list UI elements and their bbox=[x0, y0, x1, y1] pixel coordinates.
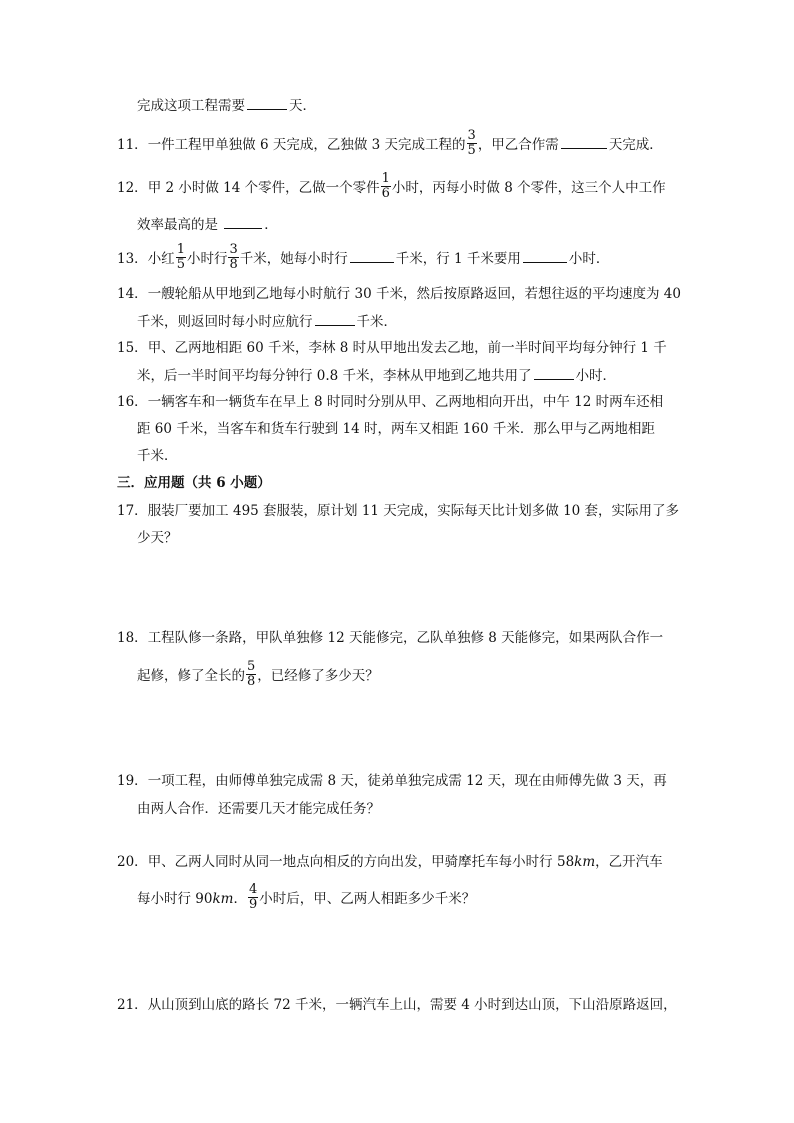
fraction-numerator: 5 bbox=[247, 659, 256, 674]
question-number: 21． bbox=[117, 997, 148, 1013]
question-text: 小时． bbox=[575, 368, 617, 384]
fraction-5-8 bbox=[246, 660, 256, 689]
question-text: 效率最高的是 bbox=[137, 217, 218, 233]
question-text: 少天？ bbox=[137, 530, 178, 546]
question-text: 小红 bbox=[147, 251, 175, 267]
question-number: 13． bbox=[117, 251, 148, 267]
question-11 bbox=[117, 128, 663, 160]
fraction-denominator: 8 bbox=[229, 257, 238, 272]
question-19 bbox=[117, 771, 667, 791]
question-text: ，已经修了多少天？ bbox=[257, 668, 379, 684]
question-number: 20． bbox=[117, 854, 148, 870]
question-13 bbox=[117, 242, 610, 274]
question-text: 一项工程，由师傅单独完成需 8 天，徒弟单独完成需 12 天，现在由师傅先做 3 天，再 bbox=[147, 773, 667, 789]
question-text: 每小时行 90 bbox=[137, 891, 213, 907]
q10-text: 完成这项工程需要 bbox=[137, 98, 245, 114]
fraction-1-5 bbox=[176, 243, 186, 272]
question-text: 由两人合作．还需要几天才能完成任务？ bbox=[137, 801, 380, 817]
q15-answer-blank[interactable] bbox=[534, 365, 574, 380]
q12-answer-blank[interactable] bbox=[224, 214, 262, 229]
question-number: 19． bbox=[117, 773, 148, 789]
question-text: 小时后，甲、乙两人相距多少千米？ bbox=[259, 891, 476, 907]
q10-answer-blank[interactable] bbox=[247, 95, 287, 110]
question-text: 一艘轮船从甲地到乙地每小时航行 30 千米，然后按原路返回，若想往返的平均速度为 40 bbox=[147, 286, 681, 302]
question-text: 天完成． bbox=[608, 137, 663, 153]
question-14 bbox=[117, 284, 681, 304]
fraction-denominator: 5 bbox=[176, 257, 185, 272]
question-text: 甲 2 小时做 14 个零件，乙做一个零件 bbox=[147, 180, 380, 196]
question-text: 千米，行 1 千米要用 bbox=[395, 251, 521, 267]
question-text: 小时，丙每小时做 8 个零件，这三个人中工作 bbox=[391, 180, 666, 196]
question-text: 小时行 bbox=[186, 251, 228, 267]
question-text: 千米，则返回时每小时应航行 bbox=[137, 314, 313, 330]
question-text: 千米． bbox=[137, 448, 178, 464]
question-number: 18． bbox=[117, 630, 148, 646]
question-text: 一辆客车和一辆货车在早上 8 时同时分别从甲、乙两地相向开出，中午 12 时两车还相 bbox=[147, 394, 664, 410]
fraction-numerator: 3 bbox=[467, 128, 476, 143]
q10-text-end: 天． bbox=[289, 98, 316, 114]
question-14-line2 bbox=[137, 311, 397, 332]
question-20-line2 bbox=[137, 882, 476, 914]
fraction-numerator: 1 bbox=[176, 242, 185, 257]
question-text: 小时． bbox=[568, 251, 610, 267]
fraction-1-6 bbox=[381, 172, 391, 201]
question-number: 16． bbox=[117, 394, 148, 410]
question-text: 服装厂要加工 495 套服装，原计划 11 天完成，实际每天比计划多做 10 套，实际用了多 bbox=[147, 503, 680, 519]
question-number: 12． bbox=[117, 180, 148, 196]
question-text: 千米，她每小时行 bbox=[239, 251, 348, 267]
question-12 bbox=[117, 171, 666, 203]
q10-continuation bbox=[137, 95, 316, 116]
question-text: ，乙开汽车 bbox=[595, 854, 663, 870]
question-15-line2 bbox=[137, 365, 616, 386]
question-number: 14． bbox=[117, 286, 148, 302]
question-number: 17． bbox=[117, 503, 148, 519]
question-21 bbox=[117, 995, 677, 1015]
question-17-line2 bbox=[137, 528, 178, 548]
q13-answer-blank-2[interactable] bbox=[523, 248, 567, 263]
unit-km: km bbox=[212, 891, 234, 907]
fraction-denominator: 5 bbox=[467, 143, 476, 158]
q14-answer-blank[interactable] bbox=[315, 311, 355, 326]
question-number: 11． bbox=[117, 137, 148, 153]
question-text: 千米． bbox=[356, 314, 397, 330]
fraction-denominator: 9 bbox=[248, 897, 258, 912]
question-15 bbox=[117, 338, 667, 358]
question-text: ． bbox=[233, 891, 247, 907]
fraction-denominator: 6 bbox=[381, 186, 390, 201]
question-number: 15． bbox=[117, 340, 148, 356]
q13-answer-blank-1[interactable] bbox=[350, 248, 394, 263]
fraction-numerator: 1 bbox=[381, 171, 390, 186]
question-16-line2 bbox=[137, 419, 655, 439]
question-text: 距 60 千米，当客车和货车行驶到 14 时，两车又相距 160 千米．那么甲与乙两地相距 bbox=[137, 421, 655, 437]
question-12-line2 bbox=[137, 214, 278, 235]
fraction-denominator: 8 bbox=[247, 674, 256, 689]
question-text: ，甲乙合作需 bbox=[477, 137, 559, 153]
question-text: 米，后一半时间平均每分钟行 0.8 千米，李林从甲地到乙地共用了 bbox=[137, 368, 532, 384]
section-heading: 三．应用题（共 6 小题） bbox=[117, 475, 271, 491]
question-text: 从山顶到山底的路长 72 千米，一辆汽车上山，需要 4 小时到达山顶，下山沿原路返回， bbox=[147, 997, 677, 1013]
question-16-line3 bbox=[137, 446, 178, 466]
unit-km: km bbox=[574, 854, 596, 870]
question-16 bbox=[117, 392, 663, 412]
question-text: 一件工程甲单独做 6 天完成，乙独做 3 天完成工程的 bbox=[147, 137, 466, 153]
q11-answer-blank[interactable] bbox=[561, 134, 607, 149]
question-text: 甲、乙两地相距 60 千米，李林 8 时从甲地出发去乙地，前一半时间平均每分钟行 1 千 bbox=[147, 340, 667, 356]
question-20 bbox=[117, 852, 663, 872]
fraction-4-9 bbox=[248, 883, 258, 912]
question-text: ． bbox=[264, 217, 278, 233]
fraction-3-8 bbox=[228, 243, 238, 272]
question-text: 甲、乙两人同时从同一地点向相反的方向出发，甲骑摩托车每小时行 58 bbox=[147, 854, 575, 870]
fraction-3-5 bbox=[467, 129, 477, 158]
question-17 bbox=[117, 501, 679, 521]
fraction-numerator: 4 bbox=[248, 882, 258, 897]
question-text: 工程队修一条路，甲队单独修 12 天能修完，乙队单独修 8 天能修完，如果两队合作一 bbox=[147, 630, 664, 646]
question-18-line2 bbox=[137, 659, 379, 691]
question-19-line2 bbox=[137, 799, 380, 819]
question-18 bbox=[117, 628, 663, 648]
question-text: 起修，修了全长的 bbox=[137, 668, 245, 684]
fraction-numerator: 3 bbox=[229, 242, 238, 257]
